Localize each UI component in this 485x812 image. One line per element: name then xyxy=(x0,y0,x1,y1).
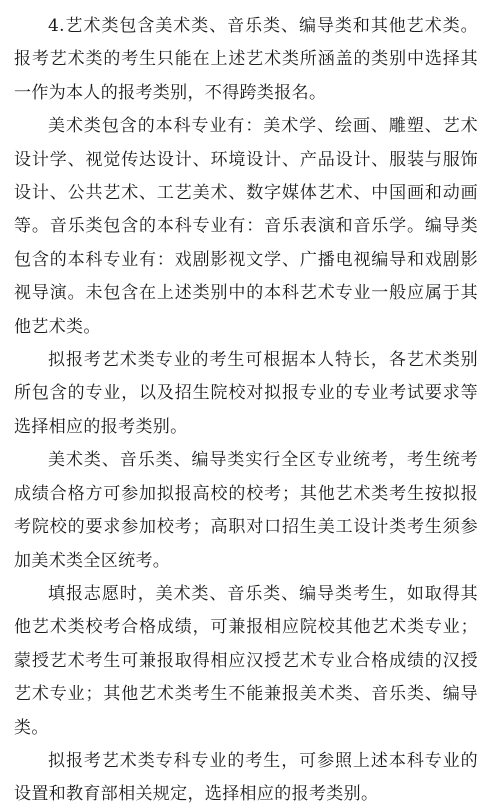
paragraph-application-rules: 填报志愿时，美术类、音乐类、编导类考生，如取得其他艺术类校考合格成绩，可兼报相应院校其他艺术类专业；蒙授艺术考生可兼报取得相应汉授艺术专业合格成绩的汉授艺术专业；其他艺术类考生不能兼报美术类、音乐类、编导类。 xyxy=(14,583,478,738)
paragraph-unified-exam: 美术类、音乐类、编导类实行全区专业统考，考生统考成绩合格方可参加拟报高校的校考；其他艺术类考生按拟报考院校的要求参加校考；高职对口招生美工设计类考生须参加美术类全区统考。 xyxy=(14,450,478,571)
paragraph-choose-category: 拟报考艺术类专业的考生可根据本人特长，各艺术类别所包含的专业，以及招生院校对拟报专业的专业考试要求等选择相应的报考类别。 xyxy=(14,350,478,437)
paragraph-junior-college: 拟报考艺术类专科专业的考生，可参照上述本科专业的设置和教育部相关规定，选择相应的报考类别。 xyxy=(14,750,478,805)
paragraph-art-categories: 4.艺术类包含美术类、音乐类、编导类和其他艺术类。报考艺术类的考生只能在上述艺术类所涵盖的类别中选择其一作为本人的报考类别，不得跨类报名。 xyxy=(14,16,478,103)
paragraph-undergraduate-majors: 美术类包含的本科专业有：美术学、绘画、雕塑、艺术设计学、视觉传达设计、环境设计、产品设计、服装与服饰设计、公共艺术、工艺美术、数字媒体艺术、中国画和动画等。音乐类包含的本科专业有：音乐表演和音乐学。编导类包含的本科专业有：戏剧影视文学、广播电视编导和戏剧影视导演。未包含在上述类别中的本科艺术专业一般应属于其他艺术类。 xyxy=(14,116,478,337)
